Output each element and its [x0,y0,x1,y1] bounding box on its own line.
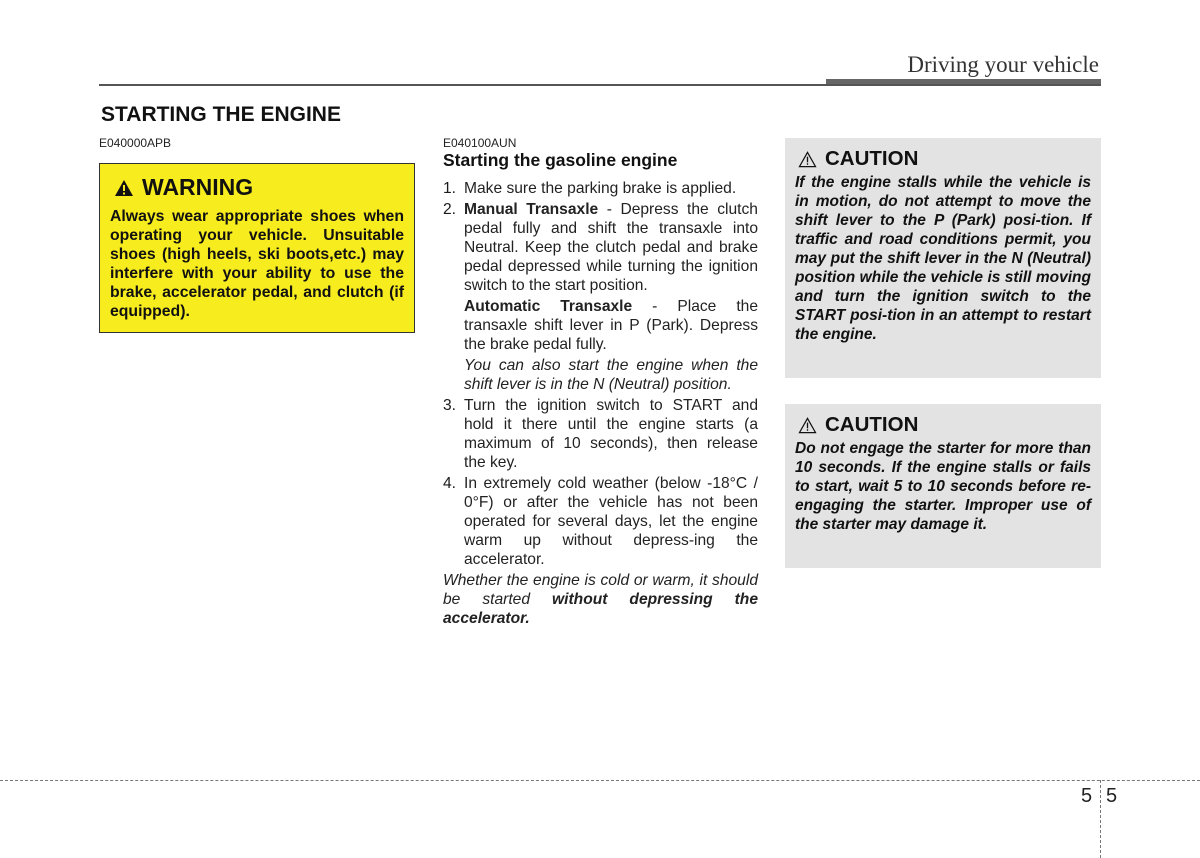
section-code-middle: E040100AUN [443,136,517,150]
caution-heading [795,413,1091,437]
automatic-transaxle-label: Automatic Transaxle [464,298,633,315]
caution-text: If the engine stalls while the vehicle is in motion, do not attempt to move the shift lever to the P (Park) posi-tion. If traffic and road conditions permit, you may put the shift lever in the N (Neutral) position while the vehicle is still moving and turn the ignition switch to the START posi-tion in an attempt to restart the engine. [795,174,1091,343]
warning-heading-label: WARNING [142,174,254,200]
step-text: Turn the ignition switch to START and hold it there until the engine starts (a maximum of 10 seconds), then release the key. [464,397,758,471]
step-4 [443,474,758,569]
warning-text: Always wear appropriate shoes when operating your vehicle. Unsuitable shoes (high heels, ski boots,etc.) may interfere with your ability to use the brake, accelerator pedal, and clutch (if equipped). [110,208,404,320]
caution-box-1 [785,138,1101,378]
automatic-transaxle-note: You can also start the engine when the shift lever is in the N (Neutral) position. [464,357,758,393]
warning-heading [110,174,404,201]
automatic-transaxle-text: - Place the transaxle shift lever in P (Park). Depress the brake pedal fully. [464,298,759,353]
closing-note-text: Whether the engine is cold or warm, it should be started [443,572,758,608]
step-text: In extremely cold weather (below -18°C / 0°F) or after the vehicle has not been operated for several days, let the engine warm up without depress-ing the accelerator. [464,475,758,568]
caution-heading-label: CAUTION [825,147,919,170]
step-1 [443,179,758,198]
caution-heading [795,147,1091,171]
warning-box [99,163,415,333]
step-text [464,200,758,295]
chapter-title: Driving your vehicle [907,52,1099,77]
gasoline-heading: Starting the gasoline engine [443,150,678,170]
caution-text: Do not engage the starter for more than 10 seconds. If the engine stalls or fails to start, wait 5 to 10 seconds before re-engaging the starter. Improper use of the starter may damage it. [795,440,1091,533]
step-number: 3. [443,397,457,414]
chapter-number: 5 [1081,785,1093,807]
closing-note-emphasis: without depressing the accelerator. [443,591,759,627]
step-number: 2. [443,201,457,218]
section-title: STARTING THE ENGINE [101,103,341,126]
header-rule [99,84,1101,86]
gasoline-engine-section [443,150,758,628]
step-number: 1. [443,180,457,197]
footer-page-divider [1100,780,1101,858]
caution-triangle-icon [798,151,817,168]
caution-heading-label: CAUTION [825,413,919,436]
step-2 [443,200,758,295]
warning-triangle-icon [114,179,134,197]
automatic-transaxle-paragraph [464,297,758,354]
caution-box-2 [785,404,1101,568]
manual-transaxle-text: - Depress the clutch pedal fully and shift the transaxle into Neutral. Keep the clutch pedal and brake pedal depressed while turning the ignition switch to the start position. [464,201,758,294]
caution-triangle-icon [798,417,817,434]
step-3 [443,396,758,472]
page-number: 5 [1106,785,1118,807]
step-text: Make sure the parking brake is applied. [464,180,737,197]
closing-note [443,571,758,628]
step-number: 4. [443,475,457,492]
manual-transaxle-label: Manual Transaxle [464,201,599,218]
footer-divider [0,780,1200,781]
section-code-left: E040000APB [99,136,172,150]
